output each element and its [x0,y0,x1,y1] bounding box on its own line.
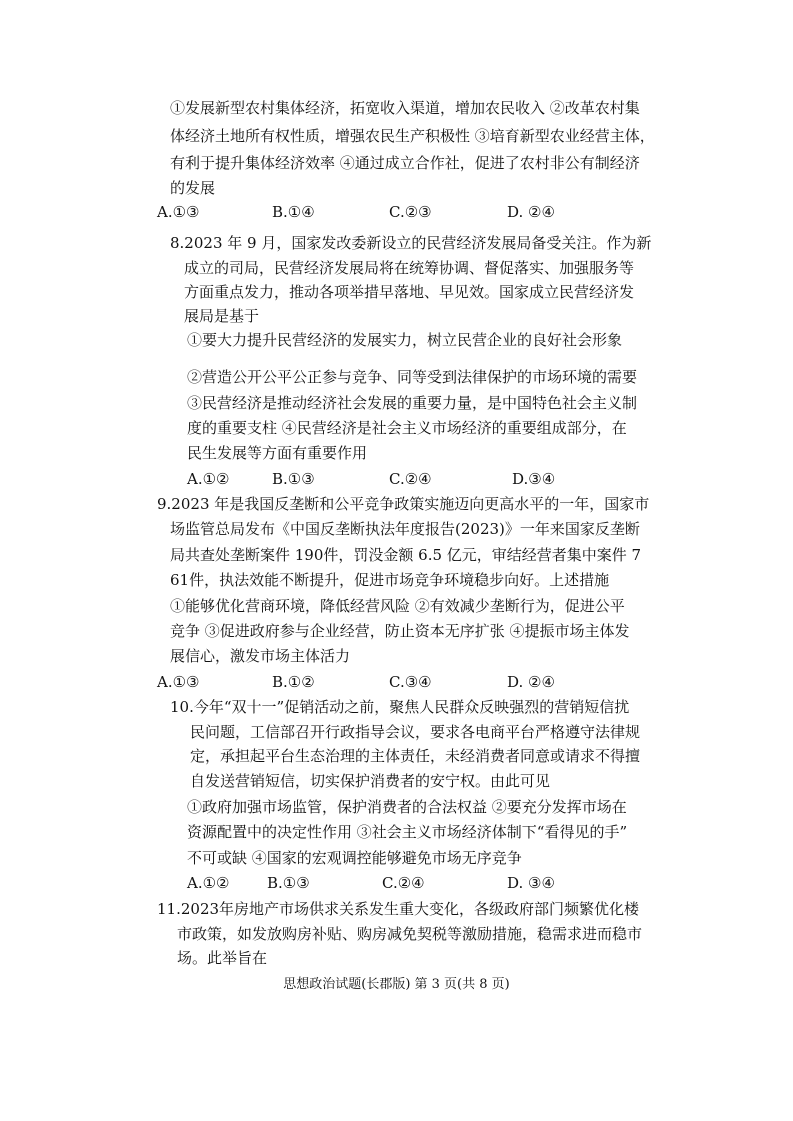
q9-option-b: B.①② [272,673,315,691]
q8-option-b: B.①③ [272,470,315,488]
q11-stem-line: 11.2023年房地产市场供求关系发生重大变化，各级政府部门频繁优化楼 [157,900,640,918]
q10-stem-line: 10.今年“双十一”促销活动之前，聚焦人民群众反映强烈的营销短信扰 [170,698,630,716]
q8-statement-line: ①要大力提升民营经济的发展实力，树立民营企业的良好社会形象 [187,331,623,349]
q9-stem-line: 场监管总局发布《中国反垄断执法年度报告(2023)》一年来国家反垄断 [170,520,640,538]
q9-statement-line: ①能够优化营商环境，降低经营风险 ②有效减少垄断行为，促进公平 [170,597,625,615]
page-footer: 思想政治试题(长郡版) 第 3 页(共 8 页) [283,977,510,992]
q10-statement-line: ①政府加强市场监管，保护消费者的合法权益 ②要充分发挥市场在 [187,798,627,816]
q7-statement-line: 有利于提升集体经济效率 ④通过成立合作社，促进了农村非公有制经济 [170,154,640,172]
q9-option-d: D. ②④ [507,673,555,691]
q7-statement-line: ①发展新型农村集体经济，拓宽收入渠道，增加农民收入 ②改革农村集 [170,99,640,117]
q8-statement-line: ②营造公开公平公正参与竞争、同等受到法律保护的市场环境的需要 [187,368,638,386]
q10-option-d: D. ③④ [507,874,555,892]
q7-option-b: B.①④ [272,203,315,221]
q8-option-d: D.③④ [512,470,556,488]
q8-statement-line: 民生发展等方面有重要作用 [187,444,368,462]
q8-stem-line: 方面重点发力，推动各项举措早落地、早见效。国家成立民营经济发 [184,283,635,301]
q11-stem-line: 市政策，如发放购房补贴、购房减免契税等激励措施，稳需求进而稳市 [177,925,643,943]
q8-statement-line: 度的重要支柱 ④民营经济是社会主义市场经济的重要组成部分，在 [187,419,627,437]
q9-option-c: C.③④ [389,673,432,691]
q10-statement-line: 不可或缺 ④国家的宏观调控能够避免市场无序竞争 [187,849,522,867]
q9-stem-line: 9.2023 年是我国反垄断和公平竞争政策实施迈向更高水平的一年，国家市 [157,495,650,513]
q7-option-d: D. ②④ [507,203,555,221]
q9-stem-line: 局共查处垄断案件 190件，罚没金额 6.5 亿元，审结经营者集中案件 7 [170,546,642,564]
q7-statement-line: 的发展 [170,179,216,197]
q9-option-a: A.①③ [157,673,200,691]
q7-option-a: A.①③ [157,203,200,221]
q10-stem-line: 自发送营销短信，切实保护消费者的安宁权。由此可见 [190,772,551,790]
q10-option-a: A.①② [187,874,230,892]
q8-statement-line: ③民营经济是推动经济社会发展的重要力量，是中国特色社会主义制 [187,394,638,412]
q8-stem-line: 8.2023 年 9 月，国家发改委新设立的民营经济发展局备受关注。作为新 [170,234,652,252]
q9-statement-line: 竞争 ③促进政府参与企业经营，防止资本无序扩张 ④提振市场主体发 [170,622,630,640]
q10-stem-line: 民问题，工信部召开行政指导会议，要求各电商平台严格遵守法律规 [190,723,641,741]
q11-stem-line: 场。此举旨在 [177,949,268,967]
q8-stem-line: 展局是基于 [184,307,260,325]
q7-option-c: C.②③ [389,203,432,221]
q10-statement-line: 资源配置中的决定性作用 ③社会主义市场经济体制下“看得见的手” [187,823,628,841]
q8-option-c: C.②④ [389,470,432,488]
q10-option-b: B.①③ [267,874,310,892]
q10-option-c: C.②④ [382,874,425,892]
q8-option-a: A.①② [187,470,230,488]
q9-stem-line: 61件，执法效能不断提升，促进市场竞争环境稳步向好。上述措施 [170,571,610,589]
q9-statement-line: 展信心，激发市场主体活力 [170,647,351,665]
q7-statement-line: 体经济土地所有权性质，增强农民生产积极性 ③培育新型农业经营主体， [170,127,655,145]
q10-stem-line: 定，承担起平台生态治理的主体责任，未经消费者同意或请求不得擅 [190,747,641,765]
q8-stem-line: 成立的司局，民营经济发展局将在统筹协调、督促落实、加强服务等 [184,259,635,277]
